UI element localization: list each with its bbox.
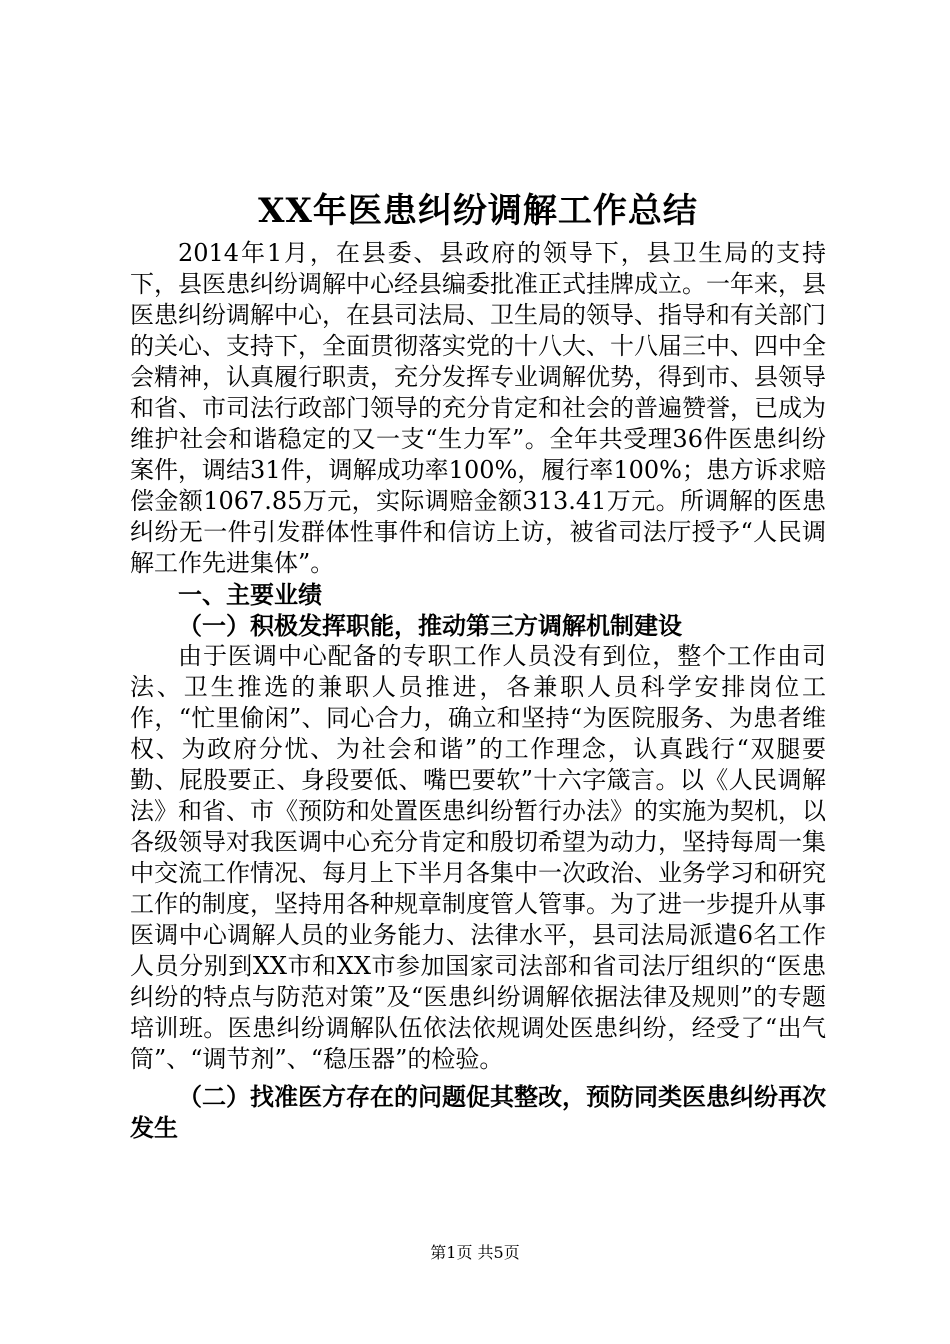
document-title: XX年医患纠纷调解工作总结 (258, 191, 698, 231)
subsection-heading-1: （一）积极发挥职能，推动第三方调解机制建设 (178, 611, 682, 640)
section-heading-main-achievements: 一、主要业绩 (178, 580, 322, 609)
page-number-footer: 第1页 共5页 (430, 1243, 520, 1262)
document-body (130, 188, 826, 1143)
subsection-1-paragraph: 由于医调中心配备的专职工作人员没有到位，整个工作由司法、卫生推选的兼职人员推进，各兼职人员科学安排岗位工作，“忙里偷闲”、同心合力，确立和坚持“为医院服务、为患者维权、为政府分忧、为社会和谐”的工作理念，认真践行“双腿要勤、屁股要正、身段要低、嘴巴要软”十六字箴言。以《人民调解法》和省、市《预防和处置医患纠纷暂行办法》的实施为契机，以各级领导对我医调中心充分肯定和殷切希望为动力，坚持每周一集中交流工作情况、每月上下半月各集中一次政治、业务学习和研究工作的制度，坚持用各种规章制度管人管事。为了进一步提升从事医调中心调解人员的业务能力、法律水平，县司法局派遣6名工作人员分别到XX市和XX市参加国家司法部和省司法厅组织的“医患纠纷的特点与防范对策”及“医患纠纷调解依据法律及规则”的专题培训班。医患纠纷调解队伍依法依规调处医患纠纷，经受了“出气筒”、“调节剂”、“稳压器”的检验。 (130, 642, 826, 1073)
intro-paragraph: 2014年1月，在县委、县政府的领导下，县卫生局的支持下，县医患纠纷调解中心经县编委批准正式挂牌成立。一年来，县医患纠纷调解中心，在县司法局、卫生局的领导、指导和有关部门的关心、支持下，全面贯彻落实党的十八大、十八届三中、四中全会精神，认真履行职责，充分发挥专业调解优势，得到市、县领导和省、市司法行政部门领导的充分肯定和社会的普遍赞誉，已成为维护社会和谐稳定的又一支“生力军”。全年共受理36件医患纠纷案件，调结31件，调解成功率100%，履行率100%；患方诉求赔偿金额1067.85万元，实际调赔金额313.41万元。所调解的医患纠纷无一件引发群体性事件和信访上访，被省司法厅授予“人民调解工作先进集体”。 (130, 239, 826, 577)
subsection-heading-2: （二）找准医方存在的问题促其整改，预防同类医患纠纷再次发生 (130, 1082, 826, 1142)
